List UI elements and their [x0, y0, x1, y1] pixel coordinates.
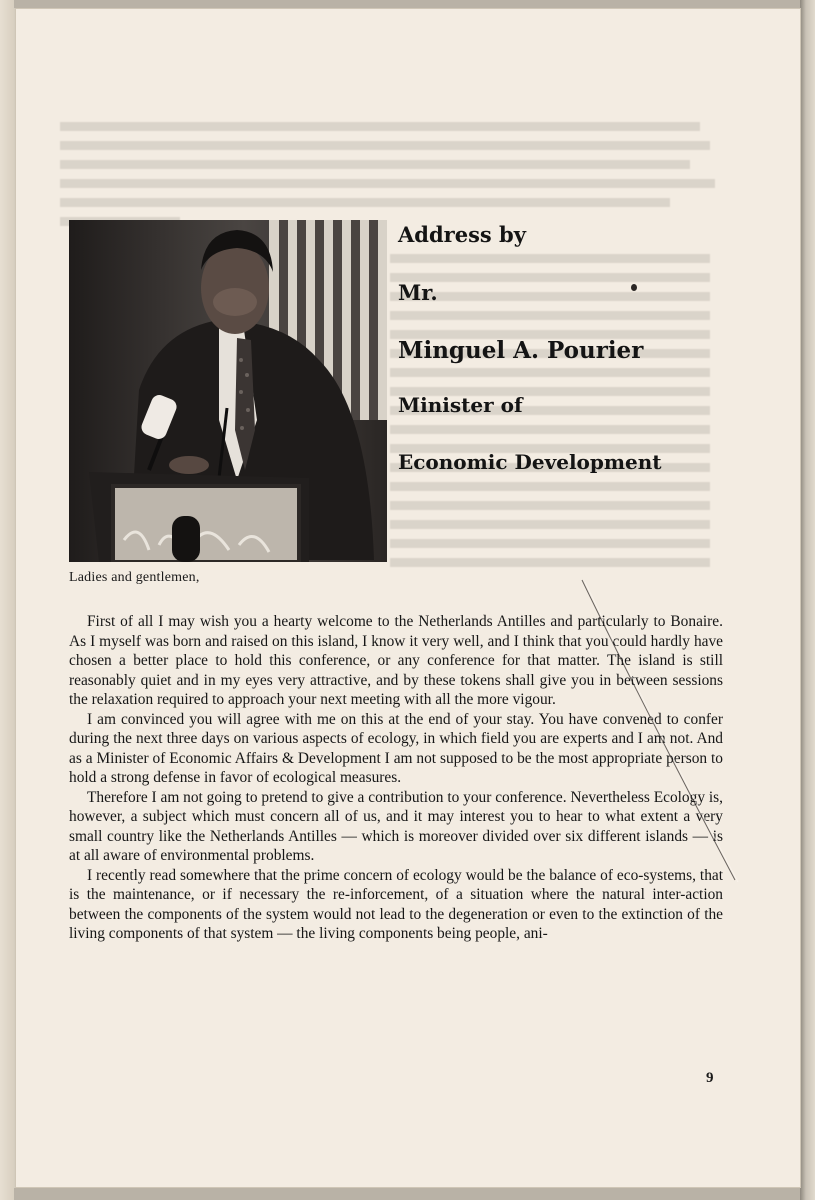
- spine-edge: [0, 0, 14, 1200]
- page-stack-edge: [800, 0, 815, 1200]
- speaker-photo-illustration: [69, 220, 387, 562]
- page-number: 9: [706, 1070, 714, 1086]
- heading-department: Economic Development: [398, 450, 662, 474]
- ink-speck: [631, 284, 637, 291]
- speaker-photo: [69, 220, 387, 562]
- heading-address-by: Address by: [398, 222, 526, 247]
- heading-title-mr: Mr.: [398, 280, 438, 305]
- salutation: Ladies and gentlemen,: [69, 570, 200, 585]
- paragraph: I recently read somewhere that the prime concern of ecology would be the balance of eco-systems, that is the maintenance, or if necessary the re-inforcement, of a situation where the natural inter-action between the components of the system would not lead to the degeneration or even to the extinction of the living components of that system — the living components being people, ani-: [69, 866, 723, 942]
- paragraph: First of all I may wish you a hearty welcome to the Netherlands Antilles and particularly to Bonaire. As I myself was born and raised on this island, I know it very well, and I think that you could hardly have chosen a better place to hold this conference, or any conference for that matter. The island is still reasonably quiet and in my eyes very attractive, and by these tokens shall give you in between sessions the relaxation required to approach your next meeting with all the more vigour.: [69, 613, 723, 708]
- heading-minister-of: Minister of: [398, 393, 523, 417]
- paragraph: I am convinced you will agree with me on this at the end of your stay. You have convened to confer during the next three days on various aspects of ecology, in which field you are experts and I am not. And as a Minister of Economic Affairs & Development I am not supposed to be the most appropriate person to hold a strong defense in favor of ecological measures.: [69, 710, 723, 786]
- heading-speaker-name: Minguel A. Pourier: [398, 337, 644, 364]
- paragraph: Therefore I am not going to pretend to give a contribution to your conference. Nevertheless Ecology is, however, a subject which must concern all of us, and it may interest you to hear to what extent a very small country like the Netherlands Antilles — which is moreover divided over six different islands — is at all aware of environmental problems.: [69, 788, 723, 864]
- speech-body: [69, 612, 723, 944]
